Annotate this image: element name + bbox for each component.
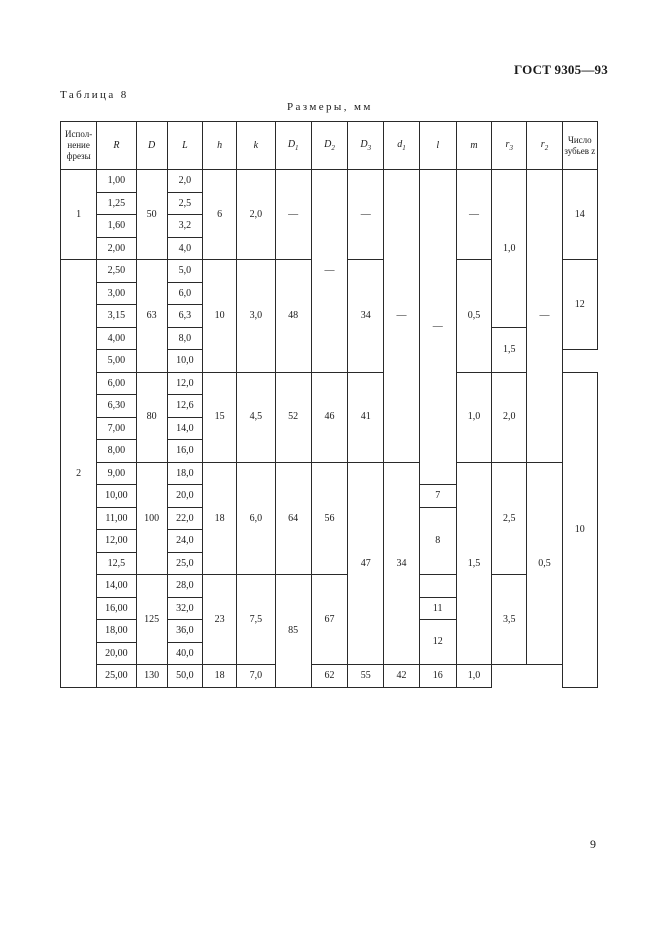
cell-h: 18: [203, 665, 237, 688]
cell-L: 25,0: [167, 552, 202, 575]
cell-R: 12,00: [97, 530, 136, 553]
cell-D1: 64: [275, 462, 311, 575]
cell-R: 9,00: [97, 462, 136, 485]
header-R: R: [97, 122, 136, 170]
table-row: [61, 665, 598, 688]
cell-k: 2,0: [237, 170, 275, 260]
header-D2: [311, 122, 347, 170]
header-D3-symbol: D: [360, 138, 368, 150]
cell-D3: 55: [348, 665, 384, 688]
document-id: ГОСТ 9305—93: [514, 62, 608, 77]
cell-L: 14,0: [167, 417, 202, 440]
cell-l: 11: [419, 597, 456, 620]
cell-D2: 67: [311, 575, 347, 665]
cell-R: 2,50: [97, 260, 136, 283]
cell-r3: 3,5: [492, 575, 527, 665]
cell-l: [419, 575, 456, 598]
cell-m: —: [456, 170, 491, 260]
header-d1-symbol: d: [397, 138, 403, 150]
cell-z: 12: [562, 260, 597, 350]
cell-L: 2,5: [167, 192, 202, 215]
cell-r3: 1,0: [492, 170, 527, 328]
cell-R: 3,15: [97, 305, 136, 328]
cell-L: 28,0: [167, 575, 202, 598]
cell-L: 12,6: [167, 395, 202, 418]
table-row: [61, 170, 598, 193]
cell-L: 20,0: [167, 485, 202, 508]
cell-L: 3,2: [167, 215, 202, 238]
header-r2-sub: 2: [544, 143, 549, 152]
cell-R: 14,00: [97, 575, 136, 598]
cell-d1: 42: [384, 665, 419, 688]
cell-L: 22,0: [167, 507, 202, 530]
cell-L: 5,0: [167, 260, 202, 283]
header-l: l: [419, 122, 456, 170]
cell-k: 7,0: [237, 665, 275, 688]
cell-k: 3,0: [237, 260, 275, 373]
cell-L: 10,0: [167, 350, 202, 373]
page-number: 9: [590, 837, 596, 851]
cell-D1: 48: [275, 260, 311, 373]
cell-R: 3,00: [97, 282, 136, 305]
cell-L: 24,0: [167, 530, 202, 553]
cell-R: 2,00: [97, 237, 136, 260]
cell-k: 7,5: [237, 575, 275, 665]
cell-D2: —: [311, 170, 347, 373]
cell-l: 7: [419, 485, 456, 508]
cell-D1: —: [275, 170, 311, 260]
cell-R: 6,30: [97, 395, 136, 418]
cell-h: 23: [203, 575, 237, 665]
cell-ispolnenie: 2: [61, 260, 97, 688]
cell-h: 15: [203, 372, 237, 462]
cell-R: 16,00: [97, 597, 136, 620]
cell-R: 7,00: [97, 417, 136, 440]
cell-R: 10,00: [97, 485, 136, 508]
header-D: D: [136, 122, 167, 170]
cell-L: 2,0: [167, 170, 202, 193]
cell-r3: 2,0: [492, 372, 527, 462]
cell-k: 6,0: [237, 462, 275, 575]
header-r3: [492, 122, 527, 170]
cell-l: —: [419, 170, 456, 485]
cell-R: 1,00: [97, 170, 136, 193]
header-D2-symbol: D: [324, 138, 332, 150]
cell-m: 0,5: [456, 260, 491, 373]
cell-D3: —: [348, 170, 384, 260]
header-ispolnenie: Испол-нение фрезы: [61, 122, 97, 170]
cell-L: 50,0: [167, 665, 202, 688]
cell-m: 1,5: [456, 462, 491, 665]
cell-L: 40,0: [167, 642, 202, 665]
cell-l: 8: [419, 507, 456, 575]
header-D3: [348, 122, 384, 170]
header-k: k: [237, 122, 275, 170]
cell-R: 1,60: [97, 215, 136, 238]
table-row: [61, 462, 598, 485]
cell-z: 14: [562, 170, 597, 260]
header-D1-sub: 1: [295, 143, 299, 152]
cell-D2: 46: [311, 372, 347, 462]
cell-L: 12,0: [167, 372, 202, 395]
header-r3-symbol: r: [505, 138, 510, 150]
cell-l: 16: [419, 665, 456, 688]
header-r2-symbol: r: [540, 138, 545, 150]
cell-D: 50: [136, 170, 167, 260]
cell-D: 130: [136, 665, 167, 688]
cell-r3: 1,0: [456, 665, 491, 688]
cell-d1: —: [384, 170, 419, 463]
cell-L: 16,0: [167, 440, 202, 463]
header-m: m: [456, 122, 491, 170]
header-D1-symbol: D: [287, 138, 296, 150]
cell-L: 18,0: [167, 462, 202, 485]
cell-r2: 0,5: [527, 462, 562, 665]
header-D2-sub: 2: [331, 143, 335, 152]
cell-l: 12: [419, 620, 456, 665]
cell-D2: 62: [311, 665, 347, 688]
cell-D1: 52: [275, 372, 311, 462]
cell-R: 18,00: [97, 620, 136, 643]
cell-L: 32,0: [167, 597, 202, 620]
cell-R: 5,00: [97, 350, 136, 373]
dimensions-table: [60, 121, 598, 688]
header-L: L: [167, 122, 202, 170]
units-caption: Размеры, мм: [287, 101, 373, 113]
cell-h: 10: [203, 260, 237, 373]
cell-D3: 41: [348, 372, 384, 462]
cell-L: 6,0: [167, 282, 202, 305]
cell-h: 6: [203, 170, 237, 260]
cell-R: 11,00: [97, 507, 136, 530]
cell-L: 4,0: [167, 237, 202, 260]
cell-ispolnenie: 1: [61, 170, 97, 260]
header-row: [61, 122, 598, 170]
cell-r3: 1,5: [492, 327, 527, 372]
header-D1: [275, 122, 311, 170]
cell-L: 36,0: [167, 620, 202, 643]
table-row: [61, 372, 598, 395]
cell-R: 6,00: [97, 372, 136, 395]
table-caption: Таблица 8: [60, 89, 129, 101]
cell-R: 25,00: [97, 665, 136, 688]
cell-D3: 47: [348, 462, 384, 665]
cell-h: 18: [203, 462, 237, 575]
table-row: [61, 575, 598, 598]
cell-D: 100: [136, 462, 167, 575]
header-r2: [527, 122, 562, 170]
header-z: Число зубьев z: [562, 122, 597, 170]
cell-R: 8,00: [97, 440, 136, 463]
cell-d1: 34: [384, 462, 419, 665]
cell-D: 125: [136, 575, 167, 665]
cell-z: 10: [562, 372, 597, 687]
cell-k: 4,5: [237, 372, 275, 462]
cell-R: 4,00: [97, 327, 136, 350]
cell-D: 63: [136, 260, 167, 373]
header-h: h: [203, 122, 237, 170]
header-r3-sub: 3: [509, 143, 513, 152]
header-D3-sub: 3: [367, 143, 372, 152]
cell-r3: 2,5: [492, 462, 527, 575]
cell-m: 1,0: [456, 372, 491, 462]
header-d1-sub: 1: [402, 143, 406, 152]
cell-D2: 56: [311, 462, 347, 575]
cell-R: 20,00: [97, 642, 136, 665]
cell-R: 12,5: [97, 552, 136, 575]
cell-r2: —: [527, 170, 562, 463]
cell-D1: 85: [275, 575, 311, 688]
cell-L: 8,0: [167, 327, 202, 350]
cell-D3: 34: [348, 260, 384, 373]
cell-R: 1,25: [97, 192, 136, 215]
cell-L: 6,3: [167, 305, 202, 328]
header-d1: [384, 122, 419, 170]
cell-D: 80: [136, 372, 167, 462]
